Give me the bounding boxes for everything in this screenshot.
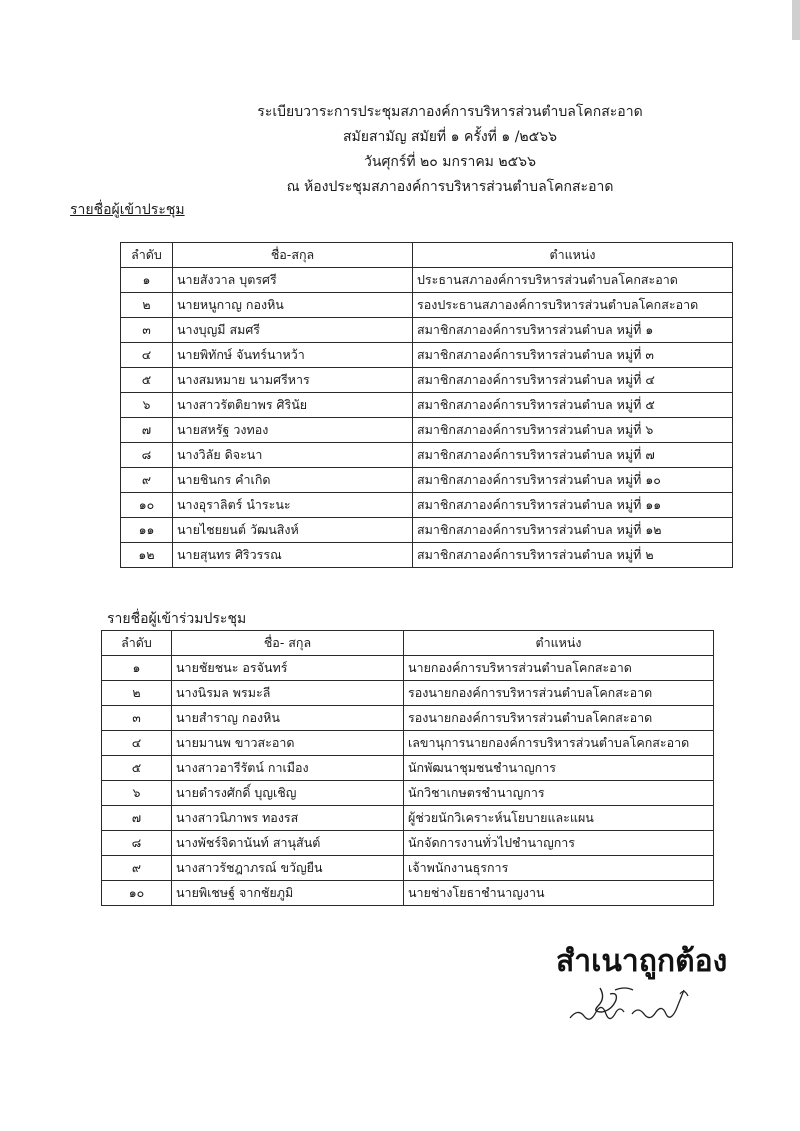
row-number: ๕: [102, 756, 172, 781]
row-number: ๑๒: [121, 543, 173, 568]
row-number: ๗: [121, 418, 173, 443]
table-row: [121, 418, 733, 443]
row-number: ๕: [121, 368, 173, 393]
row-number: ๑: [121, 268, 173, 293]
row-number: ๘: [102, 831, 172, 856]
table-row: [121, 368, 733, 393]
row-number: ๑๐: [102, 881, 172, 906]
row-name: นายพิเชษฐ์ จากชัยภูมิ: [172, 881, 404, 906]
row-number: ๒: [121, 293, 173, 318]
header-title: ระเบียบวาระการประชุมสภาองค์การบริหารส่วนตำบลโคกสะอาด: [257, 104, 643, 120]
row-position: นักพัฒนาชุมชนชำนาญการ: [404, 756, 714, 781]
header-session: สมัยสามัญ สมัยที่ ๑ ครั้งที่ ๑ /๒๕๖๖: [342, 129, 558, 145]
row-name: นายไชยยนต์ วัฒนสิงห์: [173, 518, 413, 543]
row-position: รองนายกองค์การบริหารส่วนตำบลโคกสะอาด: [404, 706, 714, 731]
column-header-number: ลำดับ: [102, 631, 172, 656]
row-name: นายชินกร คำเกิด: [173, 468, 413, 493]
table-row: [102, 756, 714, 781]
header-venue: ณ ห้องประชุมสภาองค์การบริหารส่วนตำบลโคกสะอาด: [286, 179, 614, 195]
row-name: นายหนูกาญ กองหิน: [173, 293, 413, 318]
table-header-row: [102, 631, 714, 656]
header-date: วันศุกร์ที่ ๒๐ มกราคม ๒๕๖๖: [364, 154, 536, 170]
participants-table: [101, 630, 714, 906]
column-header-number: ลำดับ: [121, 243, 173, 268]
row-name: นางสาวรัตติยาพร ศิรินัย: [173, 393, 413, 418]
row-name: นางบุญมี สมศรี: [173, 318, 413, 343]
row-position: สมาชิกสภาองค์การบริหารส่วนตำบล หมู่ที่ ๓: [413, 343, 733, 368]
row-position: รองนายกองค์การบริหารส่วนตำบลโคกสะอาด: [404, 681, 714, 706]
row-position: นักจัดการงานทั่วไปชำนาญการ: [404, 831, 714, 856]
row-position: สมาชิกสภาองค์การบริหารส่วนตำบล หมู่ที่ ๔: [413, 368, 733, 393]
table-row: [102, 831, 714, 856]
row-position: เลขานุการนายกองค์การบริหารส่วนตำบลโคกสะอาด: [404, 731, 714, 756]
row-name: นายสหรัฐ วงทอง: [173, 418, 413, 443]
table-row: [102, 781, 714, 806]
table-row: [121, 318, 733, 343]
row-name: นางสาวนิภาพร ทองรส: [172, 806, 404, 831]
certified-copy-stamp: สำเนาถูกต้อง: [556, 944, 728, 979]
row-number: ๒: [102, 681, 172, 706]
column-header-position: ตำแหน่ง: [404, 631, 714, 656]
row-name: นางนิรมล พรมะลี: [172, 681, 404, 706]
row-name: นางสมหมาย นามศรีหาร: [173, 368, 413, 393]
row-number: ๑๐: [121, 493, 173, 518]
row-position: นักวิชาเกษตรชำนาญการ: [404, 781, 714, 806]
row-number: ๘: [121, 443, 173, 468]
row-number: ๙: [102, 856, 172, 881]
row-position: สมาชิกสภาองค์การบริหารส่วนตำบล หมู่ที่ ๑๒: [413, 518, 733, 543]
row-position: สมาชิกสภาองค์การบริหารส่วนตำบล หมู่ที่ ๑๑: [413, 493, 733, 518]
row-position: นายกองค์การบริหารส่วนตำบลโคกสะอาด: [404, 656, 714, 681]
row-position: เจ้าพนักงานธุรการ: [404, 856, 714, 881]
row-position: นายช่างโยธาชำนาญงาน: [404, 881, 714, 906]
row-name: นางพัชร์จิดานันท์ สานุสันต์: [172, 831, 404, 856]
row-name: นายชัยชนะ อรจันทร์: [172, 656, 404, 681]
row-name: นายสำราญ กองหิน: [172, 706, 404, 731]
table-row: [121, 468, 733, 493]
table-header-row: [121, 243, 733, 268]
participants-title: รายชื่อผู้เข้าร่วมประชุม: [107, 611, 247, 627]
row-name: นางอุราลิตร์ นำระนะ: [173, 493, 413, 518]
row-number: ๑: [102, 656, 172, 681]
column-header-position: ตำแหน่ง: [413, 243, 733, 268]
table-row: [121, 493, 733, 518]
row-name: นายมานพ ขาวสะอาด: [172, 731, 404, 756]
row-position: ประธานสภาองค์การบริหารส่วนตำบลโคกสะอาด: [413, 268, 733, 293]
row-position: สมาชิกสภาองค์การบริหารส่วนตำบล หมู่ที่ ๒: [413, 543, 733, 568]
table-row: [121, 268, 733, 293]
row-number: ๗: [102, 806, 172, 831]
row-number: ๓: [121, 318, 173, 343]
handwritten-signature: [560, 980, 710, 1030]
table-row: [102, 881, 714, 906]
column-header-name: ชื่อ-สกุล: [173, 243, 413, 268]
table-row: [121, 518, 733, 543]
column-header-name: ชื่อ- สกุล: [172, 631, 404, 656]
attendees-table: [120, 242, 733, 568]
row-name: นายพิทักษ์ จันทร์นาหว้า: [173, 343, 413, 368]
row-number: ๓: [102, 706, 172, 731]
row-number: ๖: [102, 781, 172, 806]
row-number: ๔: [102, 731, 172, 756]
table-row: [102, 656, 714, 681]
table-row: [121, 393, 733, 418]
row-name: นายดำรงศักดิ์ บุญเชิญ: [172, 781, 404, 806]
row-name: นางสาวรัชฎาภรณ์ ขวัญยืน: [172, 856, 404, 881]
row-position: ผู้ช่วยนักวิเคราะห์นโยบายและแผน: [404, 806, 714, 831]
table-row: [102, 806, 714, 831]
table-row: [102, 856, 714, 881]
row-position: สมาชิกสภาองค์การบริหารส่วนตำบล หมู่ที่ ๗: [413, 443, 733, 468]
row-number: ๙: [121, 468, 173, 493]
row-name: นายสุนทร ศิริวรรณ: [173, 543, 413, 568]
table-row: [121, 343, 733, 368]
row-name: นายสังวาล บุตรศรี: [173, 268, 413, 293]
row-position: สมาชิกสภาองค์การบริหารส่วนตำบล หมู่ที่ ๑๐: [413, 468, 733, 493]
row-position: สมาชิกสภาองค์การบริหารส่วนตำบล หมู่ที่ ๖: [413, 418, 733, 443]
table-row: [121, 543, 733, 568]
row-name: นางสาวอารีรัตน์ กาเมือง: [172, 756, 404, 781]
table-row: [102, 731, 714, 756]
row-position: สมาชิกสภาองค์การบริหารส่วนตำบล หมู่ที่ ๑: [413, 318, 733, 343]
table-row: [121, 443, 733, 468]
row-position: รองประธานสภาองค์การบริหารส่วนตำบลโคกสะอาด: [413, 293, 733, 318]
document-header: [150, 100, 750, 200]
table-row: [102, 681, 714, 706]
row-number: ๔: [121, 343, 173, 368]
table-row: [102, 706, 714, 731]
row-number: ๖: [121, 393, 173, 418]
table-row: [121, 293, 733, 318]
row-name: นางวิลัย ดิจะนา: [173, 443, 413, 468]
attendees-title: รายชื่อผู้เข้าประชุม: [70, 202, 185, 218]
scan-edge-shadow: [792, 0, 800, 40]
row-position: สมาชิกสภาองค์การบริหารส่วนตำบล หมู่ที่ ๕: [413, 393, 733, 418]
row-number: ๑๑: [121, 518, 173, 543]
